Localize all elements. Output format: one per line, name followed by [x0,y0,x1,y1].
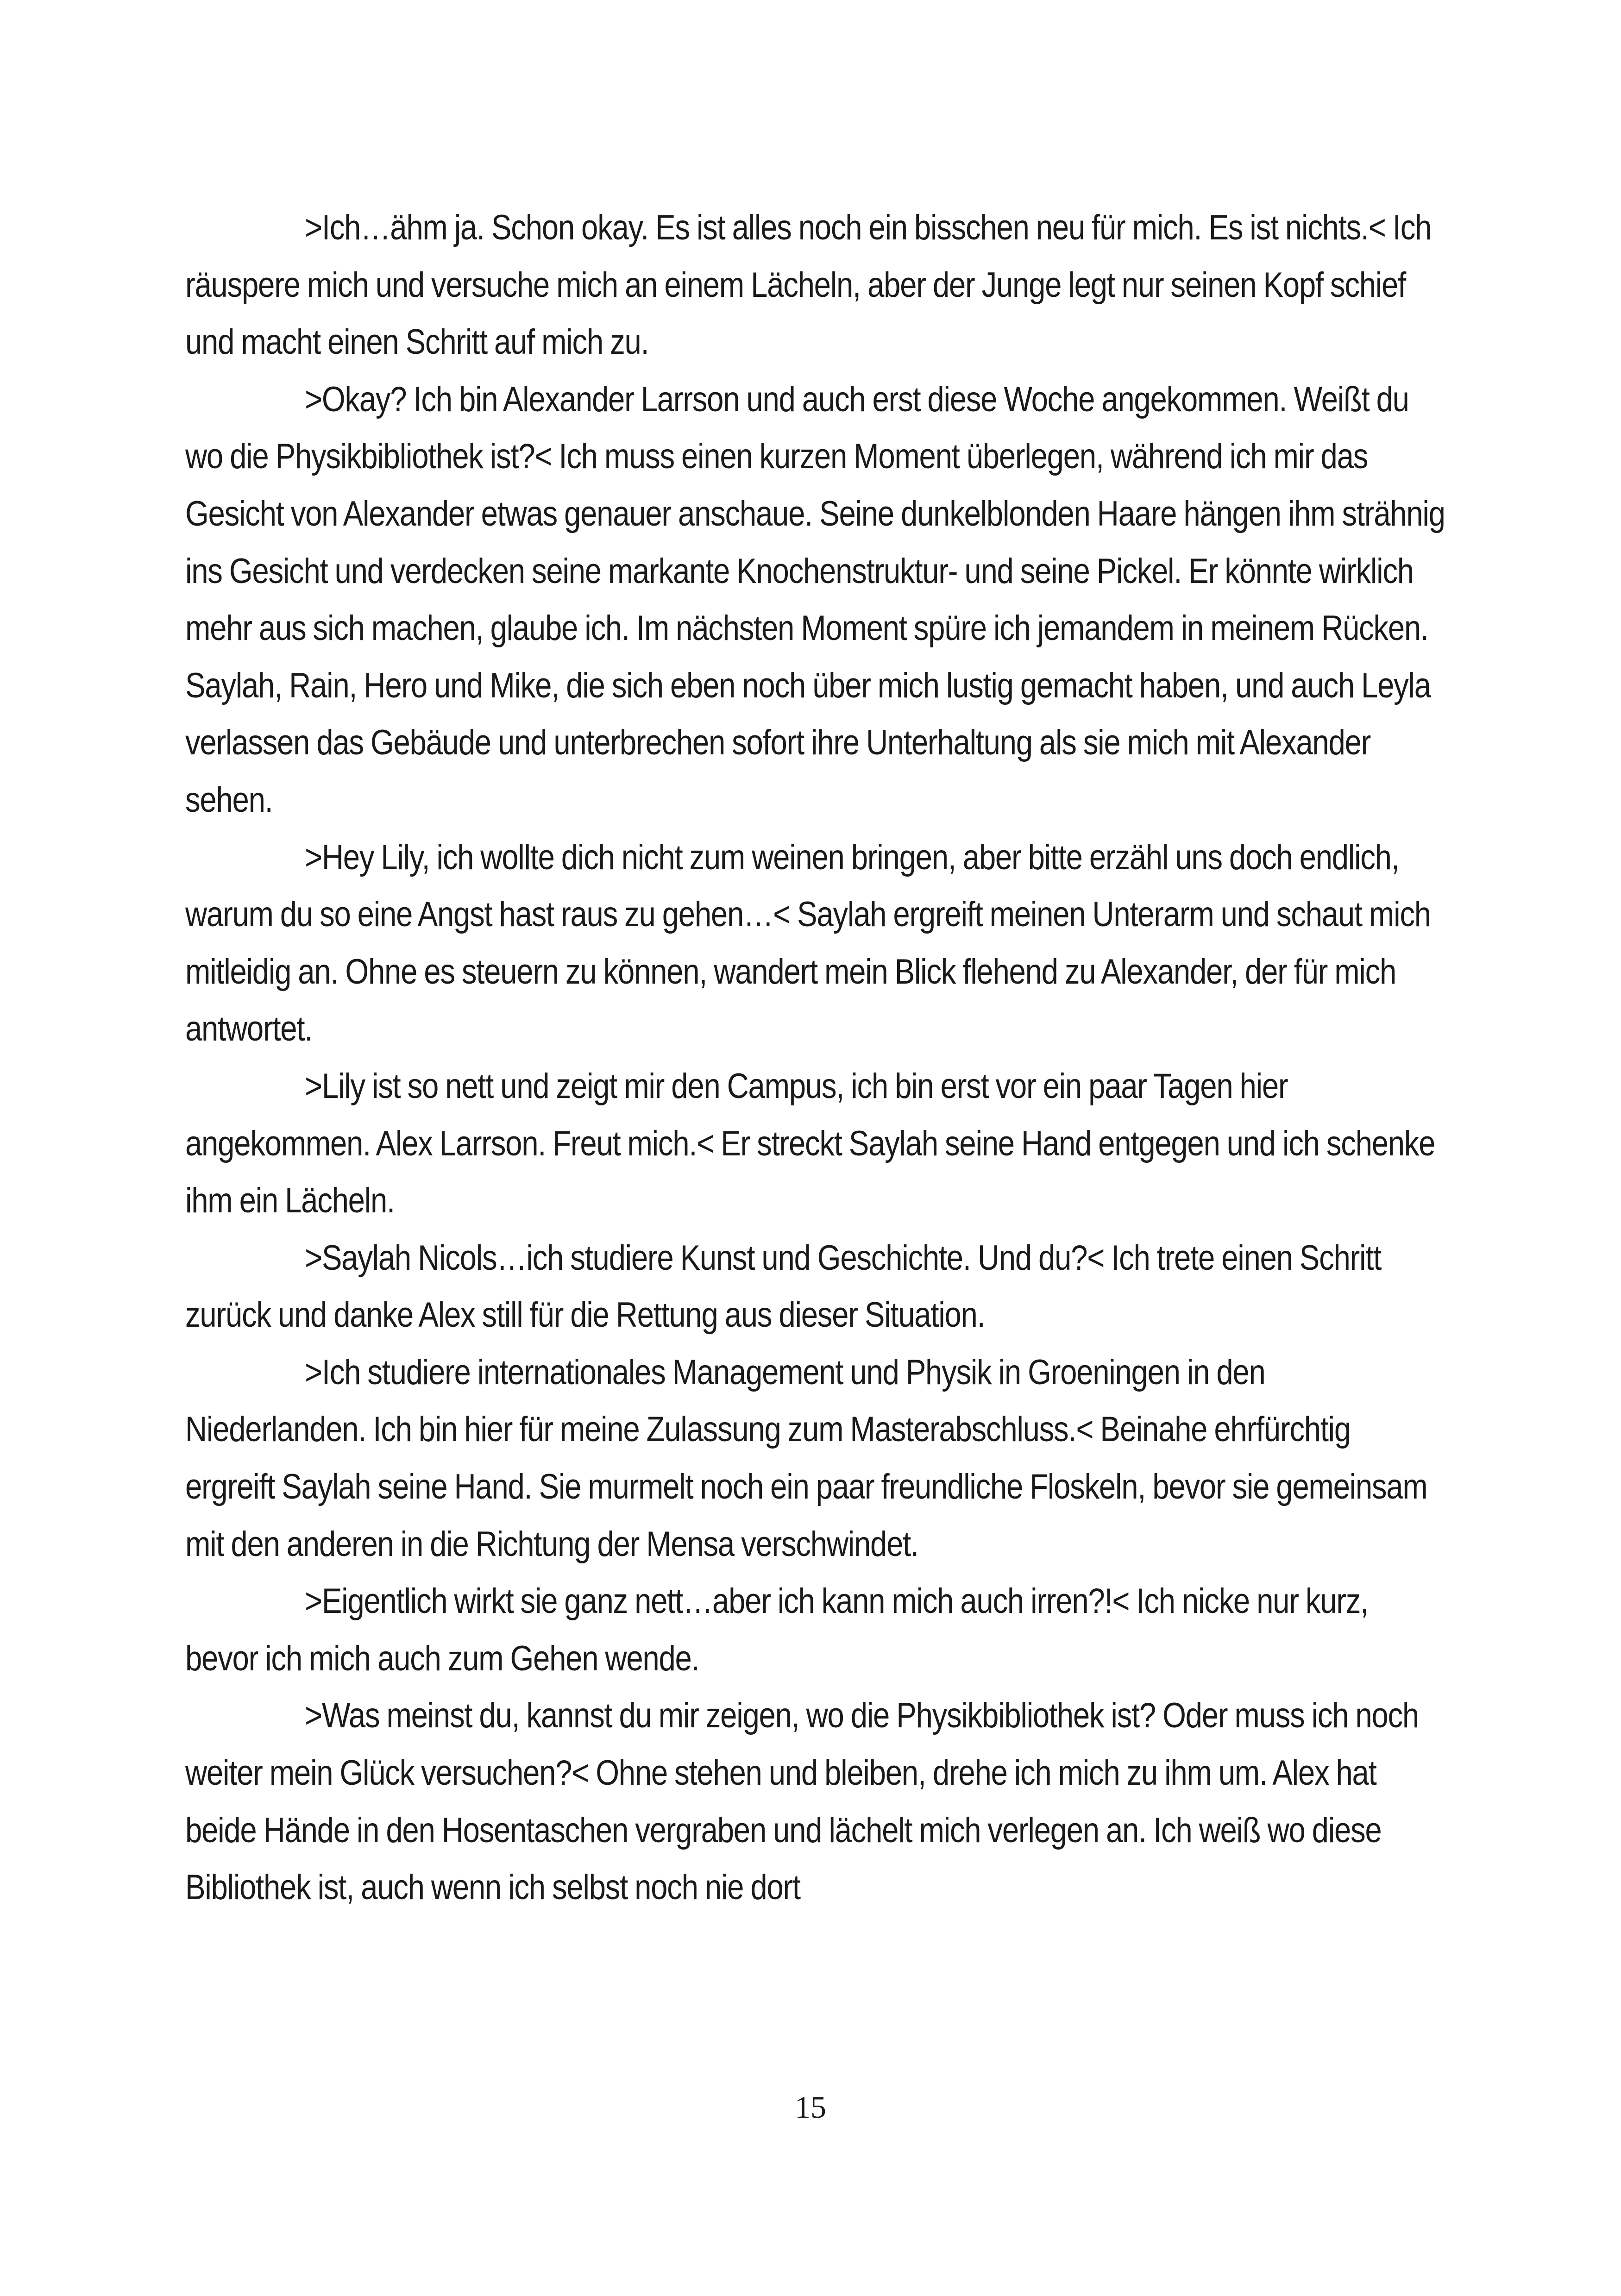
paragraph: >Ich studiere internationales Management und Physik in Groeningen in den Niederlanden. Ich bin hier für meine Zulassung zum Masterabschluss.< Beinahe ehrfürchtig ergreift Saylah seine Hand. Sie murmelt noch ein paar freundliche Floskeln, bevor sie gemeinsam mit den anderen in die Richtung der Mensa verschwindet. [185,1352,1427,1564]
body-text [185,199,1445,1916]
paragraph: >Was meinst du, kannst du mir zeigen, wo die Physikbibliothek ist? Oder muss ich noch weiter mein Glück versuchen?< Ohne stehen und bleiben, drehe ich mich zu ihm um. Alex hat beide Hände in den Hosentaschen vergraben und lächelt mich verlegen an. Ich weiß wo diese Bibliothek ist, auch wenn ich selbst noch nie dort [185,1696,1419,1907]
paragraph: >Okay? Ich bin Alexander Larrson und auch erst diese Woche angekommen. Weißt du wo die Physikbibliothek ist?< Ich muss einen kurzen Moment überlegen, während ich mir das Gesicht von Alexander etwas genauer anschaue. Seine dunkelblonden Haare hängen ihm strähnig ins Gesicht und verdecken seine markante Knochenstruktur- und seine Pickel. Er könnte wirklich mehr aus sich machen, glaube ich. Im nächsten Moment spüre ich jemandem in meinem Rücken. Saylah, Rain, Hero und Mike, die sich eben noch über mich lustig gemacht haben, und auch Leyla verlassen das Gebäude und unterbrechen sofort ihre Unterhaltung als sie mich mit Alexander sehen. [185,379,1445,820]
paragraph: >Hey Lily, ich wollte dich nicht zum weinen bringen, aber bitte erzähl uns doch endlich, warum du so eine Angst hast raus zu gehen…< Saylah ergreift meinen Unterarm und schaut mich mitleidig an. Ohne es steuern zu können, wandert mein Blick flehend zu Alexander, der für mich antwortet. [185,837,1431,1049]
paragraph: >Lily ist so nett und zeigt mir den Campus, ich bin erst vor ein paar Tagen hier angekommen. Alex Larrson. Freut mich.< Er streckt Saylah seine Hand entgegen und ich schenke ihm ein Lächeln. [185,1066,1435,1221]
paragraph: >Ich…ähm ja. Schon okay. Es ist alles noch ein bisschen neu für mich. Es ist nichts.< Ich räuspere mich und versuche mich an einem Lächeln, aber der Junge legt nur seinen Kopf schief und macht einen Schritt auf mich zu. [185,208,1432,362]
paragraph: >Eigentlich wirkt sie ganz nett…aber ich kann mich auch irren?!< Ich nicke nur kurz, bevor ich mich auch zum Gehen wende. [185,1581,1369,1678]
page-number: 15 [795,2089,826,2125]
paragraph: >Saylah Nicols…ich studiere Kunst und Geschichte. Und du?< Ich trete einen Schritt zurück und danke Alex still für die Rettung aus dieser Situation. [185,1238,1382,1335]
